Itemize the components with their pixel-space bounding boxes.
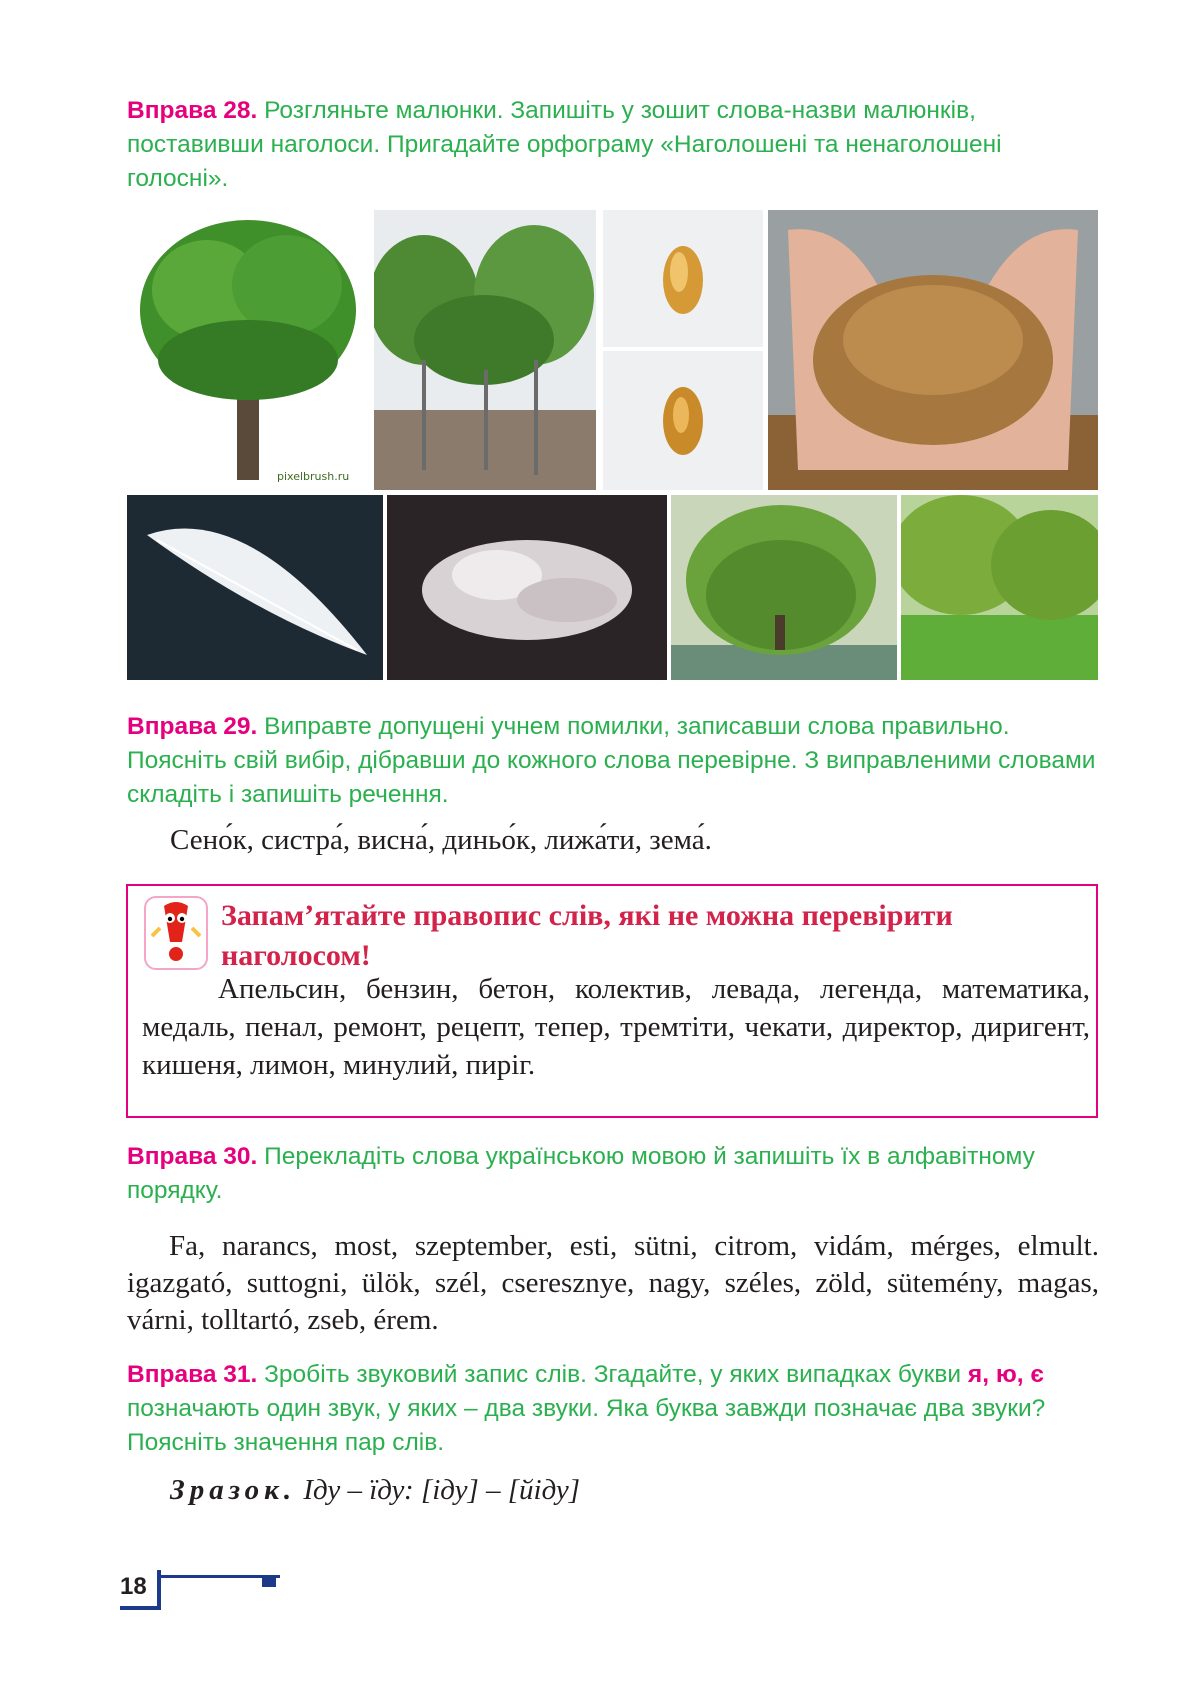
photo-down-feathers xyxy=(387,495,667,680)
exercise-29-words: Сено́к, систра́, висна́, диньо́к, лижа́ти, зема́. xyxy=(170,824,712,856)
exercise-30-words xyxy=(127,1228,1099,1339)
exercise-31-label: Вправа 31. xyxy=(127,1361,258,1388)
exercise-31-sample xyxy=(170,1474,1070,1507)
exercise-30-instruction xyxy=(127,1140,1102,1208)
exercise-30-label: Вправа 30. xyxy=(127,1143,258,1170)
exercise-29-label: Вправа 29. xyxy=(127,713,258,740)
sample-label: Зразок. xyxy=(170,1474,297,1506)
photo-willow-field xyxy=(901,495,1098,680)
exercise-31-text-b: позначають один звук, у яких – два звуки. Яка буква завжди позначає два звуки? Поясніть значення пар слів. xyxy=(127,1395,1046,1456)
note-title: Запам’ятайте правопис слів, які не можна перевірити наголосом! xyxy=(221,899,953,972)
note-body xyxy=(142,970,1090,1084)
sample-text: Іду – їду: [іду] – [йіду] xyxy=(303,1474,581,1506)
watermark: pixelbrush.ru xyxy=(277,470,350,483)
exercise-29-instruction xyxy=(127,710,1102,812)
photo-willow-lake xyxy=(671,495,897,680)
exercise-28-label: Вправа 28. xyxy=(127,97,258,124)
hungarian-words: Fa, narancs, most, szeptember, esti, sütni, citrom, vidám, mérges, elmult. igazgató, suttogni, ülök, szél, cseresznye, nagy, széles, zöld, sütemény, magas, várni, tolltartó, zseb, érem. xyxy=(127,1230,1099,1336)
photo-hands-grain xyxy=(768,210,1098,490)
exercise-28-instruction xyxy=(127,94,1102,196)
remember-note-box xyxy=(126,884,1098,1118)
photo-tree-nursery xyxy=(374,210,596,490)
exclamation-mascot-icon xyxy=(144,896,208,970)
photo-tree xyxy=(127,210,369,490)
page-number: 18 xyxy=(120,1573,147,1600)
exercise-30-text: Перекладіть слова українською мовою й запишіть їх в алфавітному порядку. xyxy=(127,1143,1035,1204)
exercise-31-letters: я, ю, є xyxy=(967,1361,1044,1388)
photo-feather xyxy=(127,495,383,680)
exercise-31-instruction xyxy=(127,1358,1102,1460)
footer-key-icon xyxy=(262,1577,276,1587)
footer-base xyxy=(120,1606,160,1610)
note-words: Апельсин, бензин, бетон, колектив, левада, легенда, математика, медаль, пенал, ремонт, рецепт, тепер, тремтіти, чекати, директор, диригент, кишеня, лимон, минулий, пиріг. xyxy=(142,973,1090,1081)
exercise-28-text: Розгляньте малюнки. Запишіть у зошит слова-назви малюнків, поставивши наголоси. Пригадайте орфограму «Наголошені та ненаголошені голосні». xyxy=(127,97,1002,192)
exercise-29-text: Виправте допущені учнем помилки, записавши слова правильно. Поясніть свій вибір, дібравши до кожного слова перевірне. З виправленими словами складіть і запишіть речення. xyxy=(127,713,1096,808)
exercise-31-text-a: Зробіть звуковий запис слів. Згадайте, у яких випадках букви xyxy=(257,1361,968,1388)
photo-grain-1 xyxy=(603,210,763,347)
photo-grain-2 xyxy=(603,351,763,490)
